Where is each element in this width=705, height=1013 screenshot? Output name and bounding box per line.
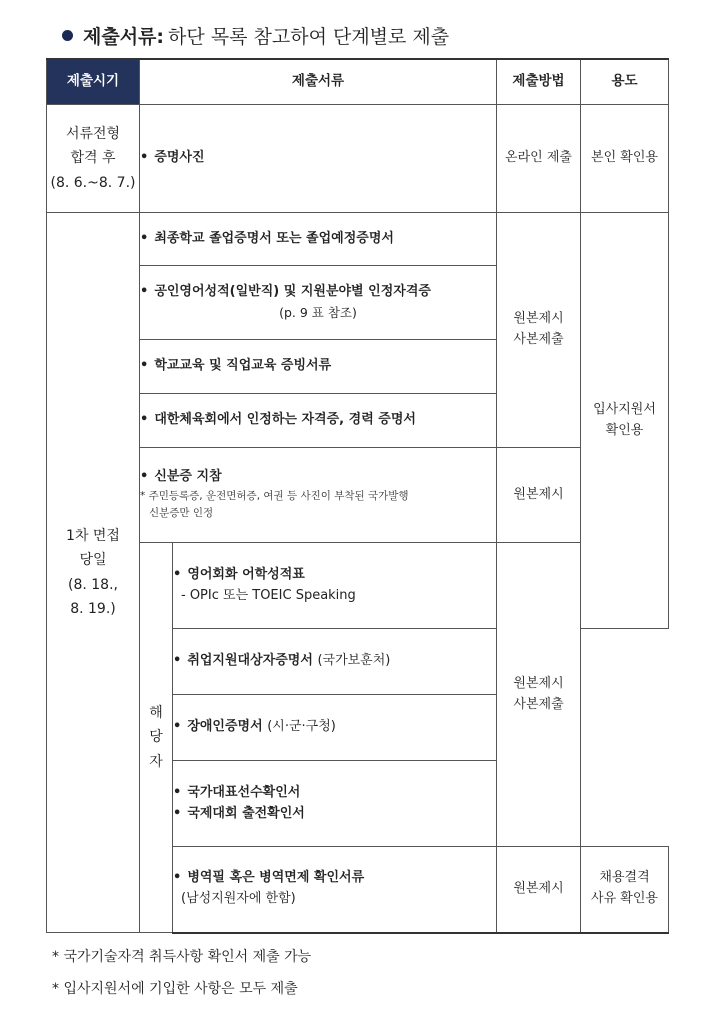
documents-table [46, 58, 669, 934]
timing-cell-interview [47, 213, 140, 933]
doc-cell-graduation [140, 213, 497, 266]
footnote-submit-all: * 입사지원서에 기입한 사항은 모두 제출 [52, 981, 298, 997]
doc-cell-english-score [140, 266, 497, 340]
doc-label: 학교교육 및 직업교육 증빙서류 [154, 358, 332, 374]
method-line: 사본제출 [513, 696, 564, 712]
applicable-label-cell [140, 543, 173, 933]
doc-label: 공인영어성적(일반직) 및 지원분야별 인정자격증 [154, 284, 431, 300]
applicable-char: 해 [149, 704, 163, 721]
doc-cell-military [173, 847, 497, 933]
doc-cell-english-speaking [173, 543, 497, 629]
timing-line: 합격 후 [70, 150, 116, 167]
timing-line: (8. 6.~8. 7.) [50, 174, 136, 191]
bullet-dot-icon [62, 30, 73, 41]
bullet: • [173, 805, 182, 821]
doc-paren: (국가보훈처) [317, 653, 391, 669]
header-row [47, 59, 669, 105]
table-row [47, 543, 669, 629]
bullet: • [140, 412, 149, 428]
purpose-line: 입사지원서 [593, 401, 656, 417]
timing-cell-document-pass [47, 105, 140, 213]
doc-cell-employment-support [173, 629, 497, 695]
bullet: • [173, 653, 182, 669]
timing-line: 서류전형 [65, 125, 121, 142]
bullet: • [140, 358, 149, 374]
doc-label: 증명사진 [154, 150, 205, 166]
doc-label: 신분증 지참 [154, 469, 222, 485]
method-line: 원본제시 [513, 675, 564, 691]
header-purpose: 용도 [581, 59, 669, 105]
applicable-char: 자 [149, 753, 163, 770]
doc-label: 장애인증명서 [187, 719, 263, 735]
header-method: 제출방법 [497, 59, 581, 105]
doc-cell-sports-certificate [140, 394, 497, 448]
timing-line: 8. 19.) [70, 601, 116, 617]
method-cell-group1 [497, 213, 581, 448]
reference-note: (p. 9 표 참조) [279, 304, 357, 320]
doc-label: 대한체육회에서 인정하는 자격증, 경력 증명서 [154, 412, 416, 428]
doc-sub: (남성지원자에 한함) [181, 891, 296, 907]
section-heading [62, 22, 449, 49]
purpose-cell-application [581, 213, 669, 629]
purpose-line: 사유 확인용 [591, 891, 658, 907]
doc-label: 영어회화 어학성적표 [187, 566, 305, 582]
applicable-char: 당 [149, 729, 163, 746]
bullet: • [140, 230, 149, 246]
id-note-line: 신분증만 인정 [149, 507, 214, 520]
doc-label: 최종학교 졸업증명서 또는 졸업예정증명서 [154, 230, 394, 246]
table-row [47, 105, 669, 213]
header-documents: 제출서류 [140, 59, 497, 105]
doc-label: 국가대표선수확인서 [187, 784, 301, 800]
method-cell-group2 [497, 543, 581, 847]
table-row [47, 213, 669, 266]
purpose-cell-military [581, 847, 669, 933]
bullet: • [140, 469, 149, 485]
purpose-cell: 본인 확인용 [581, 105, 669, 213]
doc-cell-education [140, 340, 497, 394]
method-cell: 온라인 제출 [497, 105, 581, 213]
table-row [47, 448, 669, 543]
bullet: • [173, 719, 182, 735]
doc-label: 병역필 혹은 병역면제 확인서류 [187, 870, 365, 886]
doc-label: 국제대회 출전확인서 [187, 805, 305, 821]
doc-label: 취업지원대상자증명서 [187, 653, 313, 669]
method-cell-military: 원본제시 [497, 847, 581, 933]
doc-sub: - OPIc 또는 TOEIC Speaking [181, 587, 356, 603]
bullet: • [173, 870, 182, 886]
method-line: 사본제출 [513, 332, 564, 347]
heading-title: 제출서류: [83, 26, 165, 48]
header-timing: 제출시기 [47, 59, 140, 105]
doc-cell-photo [140, 105, 497, 213]
doc-cell-athlete [173, 761, 497, 847]
timing-line: 당일 [79, 552, 107, 568]
doc-cell-disability [173, 695, 497, 761]
purpose-line: 확인용 [605, 422, 644, 438]
bullet: • [173, 784, 182, 800]
footnote-certificate: * 국가기술자격 취득사항 확인서 제출 가능 [52, 949, 312, 965]
timing-line: (8. 18., [68, 576, 118, 593]
bullet: • [140, 150, 149, 166]
purpose-line: 채용결격 [599, 870, 650, 886]
bullet: • [140, 284, 149, 300]
heading-description: 하단 목록 참고하여 단계별로 제출 [168, 26, 450, 48]
id-note-line: * 주민등록증, 운전면허증, 여권 등 사진이 부착된 국가발행 [140, 490, 409, 503]
bullet: • [173, 566, 182, 582]
method-line: 원본제시 [513, 311, 564, 327]
method-cell-id: 원본제시 [497, 448, 581, 543]
doc-paren: (시·군·구청) [267, 719, 336, 735]
doc-cell-id [140, 448, 497, 543]
timing-line: 1차 면접 [66, 527, 120, 544]
